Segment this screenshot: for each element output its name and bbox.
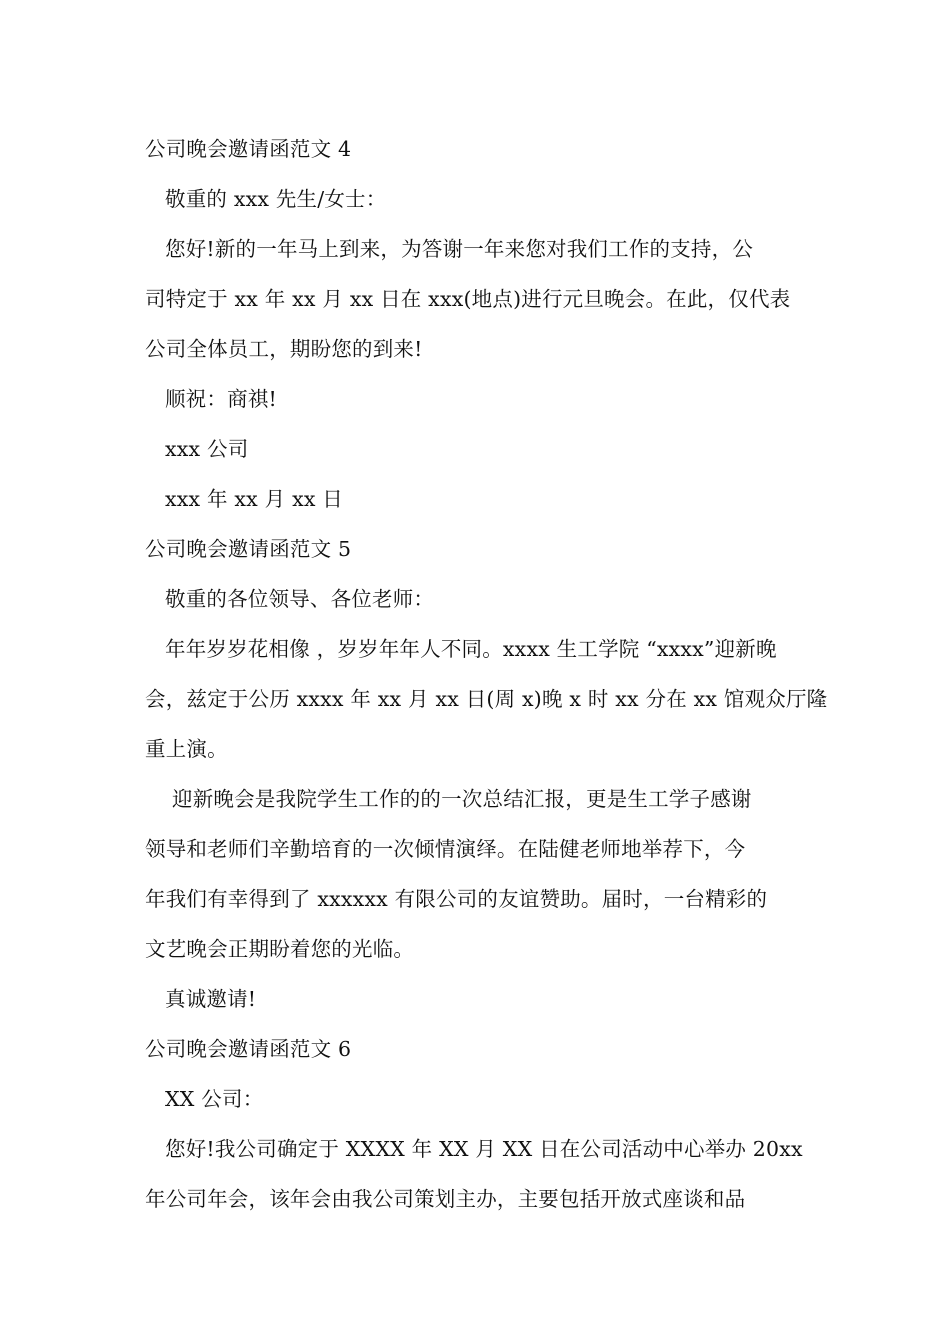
paragraph-line: 年公司年会，该年会由我公司策划主办，主要包括开放式座谈和品: [145, 1187, 746, 1211]
paragraph-line: 会，兹定于公历 xxxx 年 xx 月 xx 日(周 x)晚 x 时 xx 分在 xx 馆观众厅隆: [145, 687, 828, 711]
paragraph-line: 您好!我公司确定于 XXXX 年 XX 月 XX 日在公司活动中心举办 20xx: [165, 1137, 803, 1161]
paragraph-line: 迎新晚会是我院学生工作的的一次总结汇报，更是生工学子感谢: [172, 787, 752, 811]
paragraph-line: 公司全体员工，期盼您的到来!: [145, 337, 423, 361]
paragraph-line: 年年岁岁花相像 ，岁岁年年人不同。xxxx 生工学院 “xxxx”迎新晚: [165, 637, 777, 661]
section-heading-5: 公司晚会邀请函范文 5: [145, 537, 352, 561]
paragraph-line: 领导和老师们辛勤培育的一次倾情演绎。在陆健老师地举荐下，今: [145, 837, 746, 861]
salutation: XX 公司：: [165, 1087, 264, 1111]
closing: 真诚邀请!: [165, 987, 257, 1011]
document-body: [145, 124, 828, 1224]
salutation: 敬重的各位领导、各位老师：: [165, 587, 435, 611]
signature-company: xxx 公司: [165, 437, 249, 461]
closing: 顺祝：商祺!: [165, 387, 277, 411]
paragraph-line: 重上演。: [145, 737, 228, 761]
section-heading-4: 公司晚会邀请函范文 4: [145, 137, 352, 161]
paragraph-line: 年我们有幸得到了 xxxxxx 有限公司的友谊赞助。届时，一台精彩的: [145, 887, 768, 911]
signature-date: xxx 年 xx 月 xx 日: [165, 487, 344, 511]
paragraph-line: 您好!新的一年马上到来，为答谢一年来您对我们工作的支持，公: [165, 237, 754, 261]
section-heading-6: 公司晚会邀请函范文 6: [145, 1037, 352, 1061]
paragraph-line: 司特定于 xx 年 xx 月 xx 日在 xxx(地点)进行元旦晚会。在此，仅代表: [145, 287, 791, 311]
paragraph-line: 文艺晚会正期盼着您的光临。: [145, 937, 415, 961]
salutation: 敬重的 xxx 先生/女士：: [165, 187, 387, 211]
